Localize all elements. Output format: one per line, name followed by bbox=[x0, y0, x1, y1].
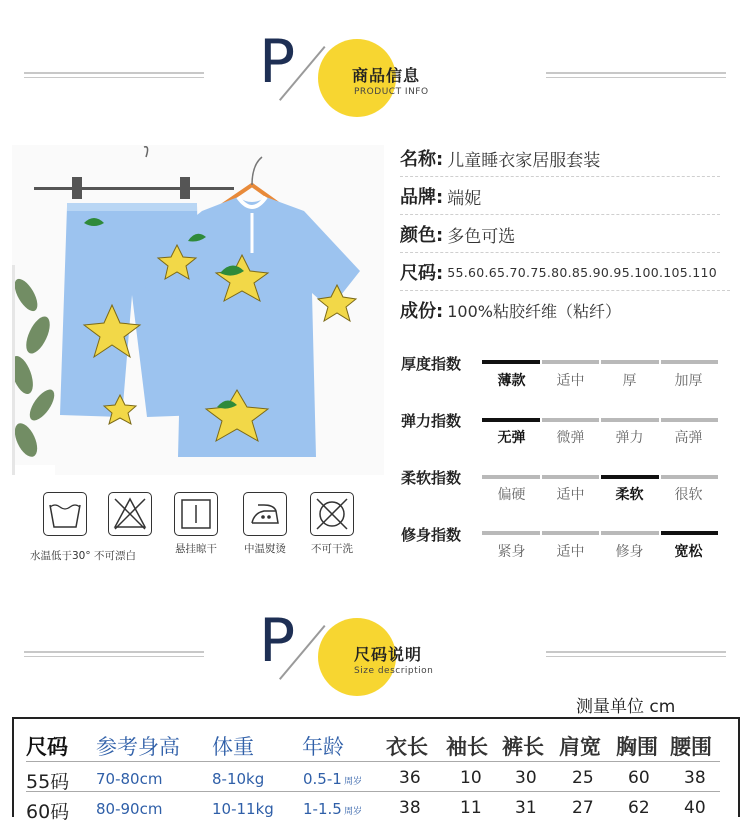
info-row-brand bbox=[400, 178, 720, 215]
index-option: 宽松 bbox=[674, 544, 703, 560]
care-item-no-bleach bbox=[97, 492, 163, 536]
header-letter: P bbox=[259, 27, 296, 97]
info-label-color: 颜色: bbox=[400, 225, 444, 246]
info-label-material: 成份: bbox=[400, 301, 444, 322]
table-cell: 40 bbox=[684, 798, 706, 818]
table-cell: 60码 bbox=[26, 801, 70, 823]
table-cell: 27 bbox=[572, 798, 594, 818]
index-option: 偏硬 bbox=[497, 487, 526, 503]
index-label-softness: 柔软指数 bbox=[401, 469, 462, 487]
index-options-softness bbox=[482, 484, 718, 504]
table-cell: 31 bbox=[515, 798, 537, 818]
index-bar-elasticity bbox=[482, 418, 718, 422]
index-label-fit: 修身指数 bbox=[401, 526, 462, 544]
info-label-size: 尺码: bbox=[400, 263, 444, 284]
index-bar-fit bbox=[482, 531, 718, 535]
index-option: 加厚 bbox=[674, 373, 703, 389]
index-option: 高弹 bbox=[674, 430, 703, 446]
hang-dry-icon bbox=[174, 492, 218, 536]
table-header: 胸围 bbox=[616, 735, 658, 759]
index-option: 微弹 bbox=[556, 430, 585, 446]
section-subtitle-product-info: PRODUCT INFO bbox=[354, 87, 429, 97]
size-table bbox=[12, 717, 740, 823]
table-header: 年龄 bbox=[302, 735, 344, 759]
table-cell: 周岁 bbox=[344, 777, 363, 787]
index-option: 很软 bbox=[674, 487, 703, 503]
table-header: 腰围 bbox=[670, 735, 712, 759]
index-label-elasticity: 弹力指数 bbox=[401, 412, 462, 430]
table-cell: 11 bbox=[460, 798, 482, 818]
index-option: 适中 bbox=[556, 487, 585, 503]
section-title-size: 尺码说明 bbox=[354, 645, 423, 664]
care-text-no-dryclean: 不可干洗 bbox=[311, 543, 353, 555]
table-cell: 80-90cm bbox=[96, 800, 163, 818]
care-item-no-dryclean bbox=[299, 492, 365, 556]
table-cell: 周岁 bbox=[344, 807, 363, 817]
table-cell: 1-1.5 bbox=[303, 800, 342, 818]
table-divider bbox=[26, 761, 720, 762]
index-option: 适中 bbox=[556, 544, 585, 560]
care-text-wash: 水温低于30° 不可漂白 bbox=[30, 550, 136, 562]
info-value-name: 儿童睡衣家居服套装 bbox=[447, 150, 601, 171]
info-label-name: 名称: bbox=[400, 149, 444, 170]
index-option: 修身 bbox=[615, 544, 644, 560]
info-label-brand: 品牌: bbox=[400, 187, 444, 208]
iron-medium-icon bbox=[243, 492, 287, 536]
index-options-elasticity bbox=[482, 427, 718, 447]
table-cell: 0.5-1 bbox=[303, 770, 342, 788]
table-cell: 36 bbox=[399, 768, 421, 788]
pajama-set-illustration bbox=[12, 145, 384, 475]
header-divider-left bbox=[24, 651, 204, 653]
index-label-thickness: 厚度指数 bbox=[401, 355, 462, 373]
header-divider-left bbox=[24, 72, 204, 74]
table-cell: 60 bbox=[628, 768, 650, 788]
no-bleach-icon bbox=[108, 492, 152, 536]
header-letter: P bbox=[259, 606, 296, 676]
table-cell: 62 bbox=[628, 798, 650, 818]
table-divider bbox=[26, 791, 720, 792]
info-value-material: 100%粘胶纤维（粘纤） bbox=[447, 301, 621, 321]
index-options-fit bbox=[482, 541, 718, 561]
table-cell: 8-10kg bbox=[212, 770, 265, 788]
care-text-hang-dry: 悬挂晾干 bbox=[175, 543, 217, 555]
index-option: 厚 bbox=[622, 373, 637, 389]
header-divider-right bbox=[546, 72, 726, 74]
index-options-thickness bbox=[482, 370, 718, 390]
info-row-name bbox=[400, 140, 720, 177]
index-option: 弹力 bbox=[615, 430, 644, 446]
section-title-product-info: 商品信息 bbox=[352, 66, 421, 85]
table-cell: 25 bbox=[572, 768, 594, 788]
no-dryclean-icon bbox=[310, 492, 354, 536]
table-cell: 70-80cm bbox=[96, 770, 163, 788]
table-cell: 10-11kg bbox=[212, 800, 274, 818]
table-cell: 38 bbox=[399, 798, 421, 818]
index-option: 薄款 bbox=[497, 373, 526, 389]
info-value-size: 55.60.65.70.75.80.85.90.95.100.105.110 bbox=[447, 264, 718, 280]
info-row-size bbox=[400, 254, 730, 291]
info-value-brand: 端妮 bbox=[447, 188, 482, 209]
care-item-wash bbox=[31, 492, 99, 536]
table-header: 参考身高 bbox=[96, 735, 180, 759]
table-cell: 30 bbox=[515, 768, 537, 788]
index-option: 柔软 bbox=[615, 487, 644, 503]
table-header: 衣长 bbox=[386, 735, 428, 759]
index-option: 无弹 bbox=[497, 430, 526, 446]
header-divider-right bbox=[546, 651, 726, 653]
index-bar-softness bbox=[482, 475, 718, 479]
table-header: 袖长 bbox=[446, 735, 488, 759]
section-subtitle-size: Size description bbox=[354, 666, 434, 676]
table-header: 裤长 bbox=[502, 735, 544, 759]
index-option: 适中 bbox=[556, 373, 585, 389]
care-text-iron: 中温熨烫 bbox=[244, 543, 286, 555]
care-item-hang-dry bbox=[163, 492, 229, 556]
index-bar-thickness bbox=[482, 360, 718, 364]
wash-30-icon bbox=[43, 492, 87, 536]
measurement-unit: 测量单位 cm bbox=[576, 697, 676, 717]
table-header: 尺码 bbox=[26, 735, 68, 759]
table-cell: 55码 bbox=[26, 771, 70, 793]
table-cell: 38 bbox=[684, 768, 706, 788]
table-header: 体重 bbox=[212, 735, 254, 759]
info-row-material bbox=[400, 292, 720, 328]
product-photo bbox=[12, 145, 384, 475]
table-header: 肩宽 bbox=[559, 735, 601, 759]
table-cell: 10 bbox=[460, 768, 482, 788]
info-value-color: 多色可选 bbox=[447, 226, 516, 247]
index-option: 紧身 bbox=[497, 544, 526, 560]
care-item-iron bbox=[232, 492, 298, 556]
info-row-color bbox=[400, 216, 720, 253]
